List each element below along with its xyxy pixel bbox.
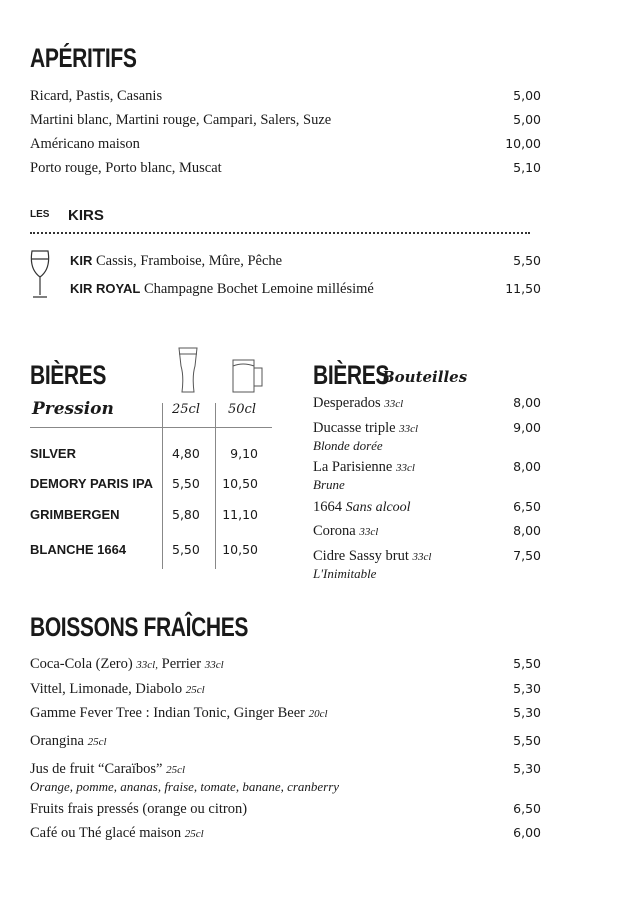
item-price: 8,00 (513, 523, 541, 538)
item-name: Orangina (30, 733, 84, 749)
item-name-2: Perrier (161, 656, 202, 672)
item-name: Martini blanc, Martini rouge, Campari, Salers, Suze (30, 112, 332, 128)
item-name: Américano maison (30, 136, 140, 152)
kirs-title: KIRS (68, 207, 104, 224)
price-50cl: 10,50 (222, 542, 258, 557)
drink-item (30, 760, 541, 795)
menu-item (30, 87, 541, 105)
bouteilles-title: BIÈRES (313, 360, 390, 390)
item-size: 33cl (395, 462, 415, 474)
item-price: 5,50 (513, 656, 541, 671)
item-size: 33cl (359, 526, 379, 538)
item-size: 20cl (308, 708, 328, 720)
item-price: 5,10 (513, 160, 541, 175)
drink-item (30, 655, 541, 674)
menu-item (30, 111, 541, 129)
item-price: 6,00 (513, 825, 541, 840)
aperitifs-title: APÉRITIFS (30, 43, 137, 73)
price-25cl: 5,80 (172, 507, 200, 522)
drink-item (30, 800, 541, 818)
bottle-item (313, 394, 541, 413)
item-name: Ricard, Pastis, Casanis (30, 88, 163, 104)
wine-glass-icon (28, 249, 54, 301)
kir-item (70, 252, 541, 270)
item-name: Coca-Cola (Zero) (30, 656, 133, 672)
column-divider (162, 403, 163, 569)
beer-name: DEMORY PARIS IPA (30, 476, 154, 491)
bottle-item (313, 547, 541, 582)
item-desc: Brune (313, 477, 345, 492)
drink-item (30, 732, 541, 751)
drink-item (30, 824, 541, 843)
item-price: 5,30 (513, 761, 541, 776)
item-desc: Blonde dorée (313, 438, 383, 453)
item-price: 8,00 (513, 459, 541, 474)
item-name: Café ou Thé glacé maison (30, 825, 182, 841)
price-50cl: 9,10 (230, 446, 258, 461)
item-name: Desperados (313, 395, 381, 411)
item-price: 9,00 (513, 420, 541, 435)
item-size: 33cl, (136, 659, 158, 671)
item-name: Ducasse triple (313, 420, 396, 436)
item-size: 25cl (87, 736, 107, 748)
bouteilles-subtitle: Bouteilles (382, 368, 468, 386)
beer-name: SILVER (30, 446, 76, 461)
item-size-2: 33cl (204, 659, 224, 671)
kir-name: Champagne Bochet Lemoine millésimé (143, 281, 374, 297)
item-price: 6,50 (513, 499, 541, 514)
kirs-prefix: LES (30, 209, 50, 220)
bottle-item (313, 498, 541, 517)
kir-label: KIR ROYAL (70, 281, 141, 296)
kir-name: Cassis, Framboise, Mûre, Pêche (96, 253, 283, 269)
bottle-item (313, 419, 541, 454)
item-name: Porto rouge, Porto blanc, Muscat (30, 160, 222, 176)
item-desc: Orange, pomme, ananas, fraise, tomate, banane, cranberry (30, 779, 340, 794)
item-price: 11,50 (505, 281, 541, 296)
item-size: 25cl (185, 684, 205, 696)
price-50cl: 11,10 (222, 507, 258, 522)
bottle-item (313, 458, 541, 493)
item-desc: L'Inimitable (313, 566, 377, 581)
col-50cl: 50cl (228, 402, 256, 417)
item-price: 6,50 (513, 801, 541, 816)
pression-title: BIÈRES (30, 360, 107, 390)
item-name: Cidre Sassy brut (313, 548, 409, 564)
item-name: Corona (313, 523, 356, 539)
item-name: Vittel, Limonade, Diabolo (30, 681, 183, 697)
item-price: 5,50 (513, 253, 541, 268)
column-divider (215, 403, 216, 569)
item-price: 5,30 (513, 681, 541, 696)
price-25cl: 4,80 (172, 446, 200, 461)
item-price: 5,50 (513, 733, 541, 748)
beer-name: GRIMBERGEN (30, 507, 120, 522)
dotted-divider (30, 232, 530, 234)
item-price: 5,00 (513, 88, 541, 103)
menu-item (30, 135, 541, 153)
price-25cl: 5,50 (172, 476, 200, 491)
bottle-item (313, 522, 541, 541)
table-divider (30, 427, 272, 428)
item-price: 5,00 (513, 112, 541, 127)
item-price: 10,00 (505, 136, 541, 151)
drink-item (30, 704, 541, 723)
item-size: 25cl (184, 828, 204, 840)
item-price: 7,50 (513, 548, 541, 563)
item-size: 33cl (384, 398, 404, 410)
menu-item (30, 159, 541, 177)
item-name: Jus de fruit “Caraïbos” (30, 761, 163, 777)
item-price: 5,30 (513, 705, 541, 720)
pint-glass-icon (176, 346, 200, 396)
item-size: 33cl (399, 423, 419, 435)
pression-subtitle: Pression (32, 399, 114, 419)
item-size: Sans alcool (345, 500, 411, 515)
item-name: La Parisienne (313, 459, 393, 475)
price-25cl: 5,50 (172, 542, 200, 557)
item-name: 1664 (313, 499, 342, 515)
item-size: 25cl (166, 764, 186, 776)
item-name: Fruits frais pressés (orange ou citron) (30, 801, 248, 817)
item-size: 33cl (412, 551, 432, 563)
item-price: 8,00 (513, 395, 541, 410)
boissons-title: BOISSONS FRAÎCHES (30, 612, 249, 642)
beer-mug-icon (230, 354, 266, 394)
kir-label: KIR (70, 253, 93, 268)
col-25cl: 25cl (172, 402, 200, 417)
kir-item (70, 280, 541, 298)
price-50cl: 10,50 (222, 476, 258, 491)
beer-name: BLANCHE 1664 (30, 542, 127, 557)
item-name: Gamme Fever Tree : Indian Tonic, Ginger Beer (30, 705, 305, 721)
drink-item (30, 680, 541, 699)
